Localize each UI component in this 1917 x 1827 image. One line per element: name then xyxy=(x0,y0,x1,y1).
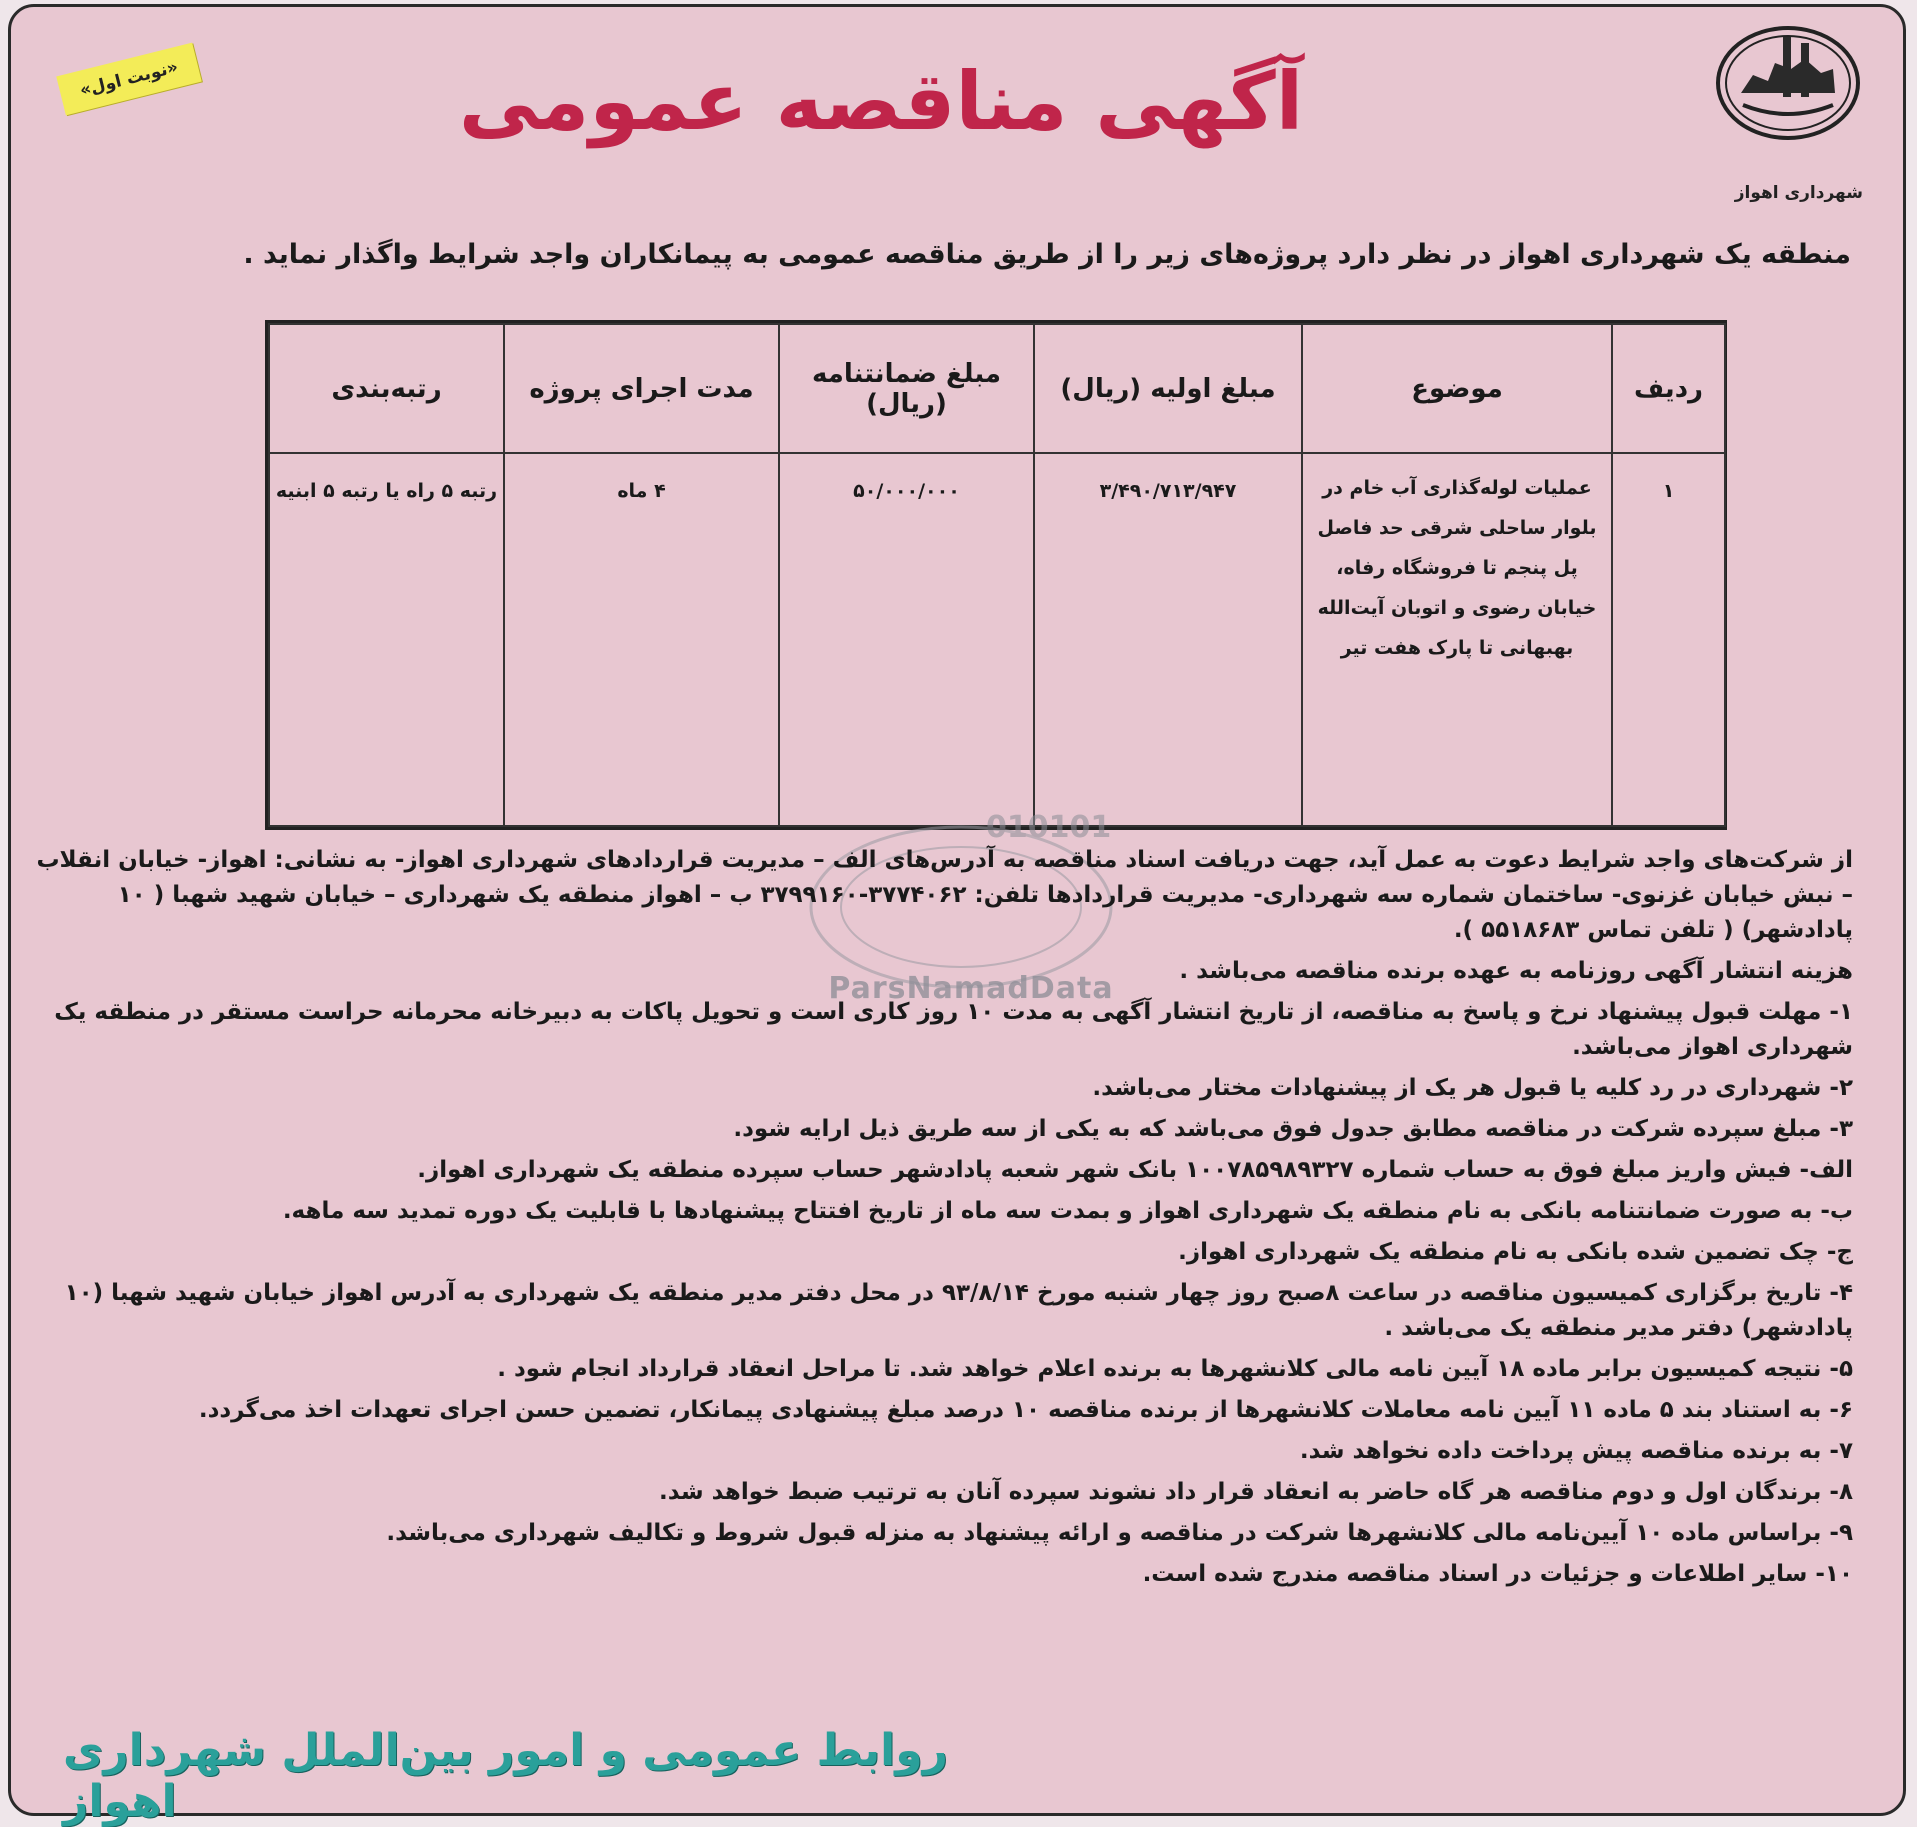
cell-subject: عملیات لوله‌گذاری آب خام در بلوار ساحلی شرقی حد فاصل پل پنجم تا فروشگاه رفاه، خیابان رضوی و اتوبان آیت‌الله بهبهانی تا پارک هفت تیر xyxy=(1302,453,1612,826)
body-paragraph: ۹- براساس ماده ۱۰ آیین‌نامه مالی کلانشهرها شرکت در مناقصه و ارائه پیشنهاد به منزله قبول شروط و تکالیف شهرداری می‌باشد. xyxy=(386,1520,1853,1546)
cell-initial-amount: ۳/۴۹۰/۷۱۳/۹۴۷ xyxy=(1034,453,1302,826)
org-name: شهرداری اهواز xyxy=(1734,183,1863,203)
first-round-badge: «نوبت اول» xyxy=(56,43,202,116)
header-radif: ردیف xyxy=(1612,324,1725,453)
body-paragraph: ۱- مهلت قبول پیشنهاد نرخ و پاسخ به مناقصه، از تاریخ انتشار آگهی به مدت ۱۰ روز کاری است و تحویل پاکات به دبیرخانه محرمانه حراست مستقر در منطقه یک شهرداری اهواز می‌باشد. xyxy=(54,999,1853,1060)
body-paragraph: ۴- تاریخ برگزاری کمیسیون مناقصه در ساعت ۸صبح روز چهار شنبه مورخ ۹۳/۸/۱۴ در محل دفتر مدیر منطقه یک شهرداری به آدرس اهواز خیابان شهید شهبا (۱۰ پادادشهر) دفتر مدیر منطقه یک می‌باشد . xyxy=(64,1280,1853,1341)
cell-rank: رتبه ۵ راه یا رتبه ۵ ابنیه xyxy=(269,453,504,826)
header-subject: موضوع xyxy=(1302,324,1612,453)
body-paragraph: ۲- شهرداری در رد کلیه یا قبول هر یک از پیشنهادات مختار می‌باشد. xyxy=(1092,1075,1853,1101)
body-paragraph: ب- به صورت ضمانتنامه بانکی به نام منطقه یک شهرداری اهواز و بمدت سه ماه از تاریخ افتتاح پیشنهادها با قابلیت یک دوره تمدید سه ماهه. xyxy=(282,1198,1853,1224)
body-paragraph: ۷- به برنده مناقصه پیش پرداخت داده نخواهد شد. xyxy=(1299,1438,1853,1464)
body-paragraph: الف- فیش واریز مبلغ فوق به حساب شماره ۱۰۰۷۸۵۹۸۹۳۲۷ بانک شهر شعبه پادادشهر حساب سپرده منطقه یک شهرداری اهواز. xyxy=(417,1157,1853,1183)
body-paragraph: هزینه انتشار آگهی روزنامه به عهده برنده مناقصه می‌باشد . xyxy=(1179,958,1853,984)
body-paragraph: ۵- نتیجه کمیسیون برابر ماده ۱۸ آیین نامه مالی کلانشهرها به برنده اعلام خواهد شد. تا مراحل انعقاد قرارداد انجام شود . xyxy=(497,1356,1853,1382)
notice-page xyxy=(8,4,1906,1827)
cell-radif: ۱ xyxy=(1612,453,1725,826)
notice-body xyxy=(33,843,1853,1598)
body-paragraph: ۳- مبلغ سپرده شرکت در مناقصه مطابق جدول فوق می‌باشد که به یکی از سه طریق ذیل ارایه شود. xyxy=(733,1116,1853,1142)
cell-duration: ۴ ماه xyxy=(504,453,779,826)
body-paragraph: از شرکت‌های واجد شرایط دعوت به عمل آید، جهت دریافت اسناد مناقصه به آدرس‌های الف – مدیریت قراردادهای شهرداری اهواز- به نشانی: اهواز- خیابان انقلاب – نبش خیابان غزنوی- ساختمان شماره سه شهرداری- مدیریت قراردادها تلفن: ۳۷۷۴۰۶۲-۳۷۹۹۱۶۰ ب – اهواز منطقه یک شهرداری – خیابان شهید شهبا ( ۱۰ پادادشهر) ( تلفن تماس ۵۵۱۸۶۸۳ ). xyxy=(36,847,1853,943)
projects-table xyxy=(265,320,1727,830)
ahvaz-municipality-logo xyxy=(1713,23,1863,143)
cell-guarantee: ۵۰/۰۰۰/۰۰۰ xyxy=(779,453,1034,826)
notice-title: آگهی مناقصه عمومی xyxy=(458,55,1304,148)
watermark-digits: 010101 xyxy=(986,810,1112,845)
body-paragraph: ۱۰- سایر اطلاعات و جزئیات در اسناد مناقصه مندرج شده است. xyxy=(1142,1561,1853,1587)
header-guarantee: مبلغ ضمانتنامه (ریال) xyxy=(779,324,1034,453)
footer-signature: روابط عمومی و امور بین‌الملل شهرداری اهواز xyxy=(63,1725,948,1827)
body-paragraph: ۸- برندگان اول و دوم مناقصه هر گاه حاضر به انعقاد قرار داد نشوند سپرده آنان به ترتیب ضبط خواهد شد. xyxy=(659,1479,1853,1505)
body-paragraph: ۶- به استناد بند ۵ ماده ۱۱ آیین نامه معاملات کلانشهرها از برنده مناقصه ۱۰ درصد مبلغ پیشنهادی پیمانکار، تضمین حسن اجرای تعهدات اخذ می‌گردد. xyxy=(198,1397,1853,1423)
table-row xyxy=(269,453,1725,826)
header-initial-amount: مبلغ اولیه (ریال) xyxy=(1034,324,1302,453)
watermark-text: ParsNamadData xyxy=(828,971,1114,1006)
body-paragraph: ج- چک تضمین شده بانکی به نام منطقه یک شهرداری اهواز. xyxy=(1178,1239,1853,1265)
header-duration: مدت اجرای پروژه xyxy=(504,324,779,453)
header-rank: رتبه‌بندی xyxy=(269,324,504,453)
intro-text: منطقه یک شهرداری اهواز در نظر دارد پروژه‌های زیر را از طریق مناقصه عمومی به پیمانکاران واجد شرایط واگذار نماید . xyxy=(243,239,1851,270)
